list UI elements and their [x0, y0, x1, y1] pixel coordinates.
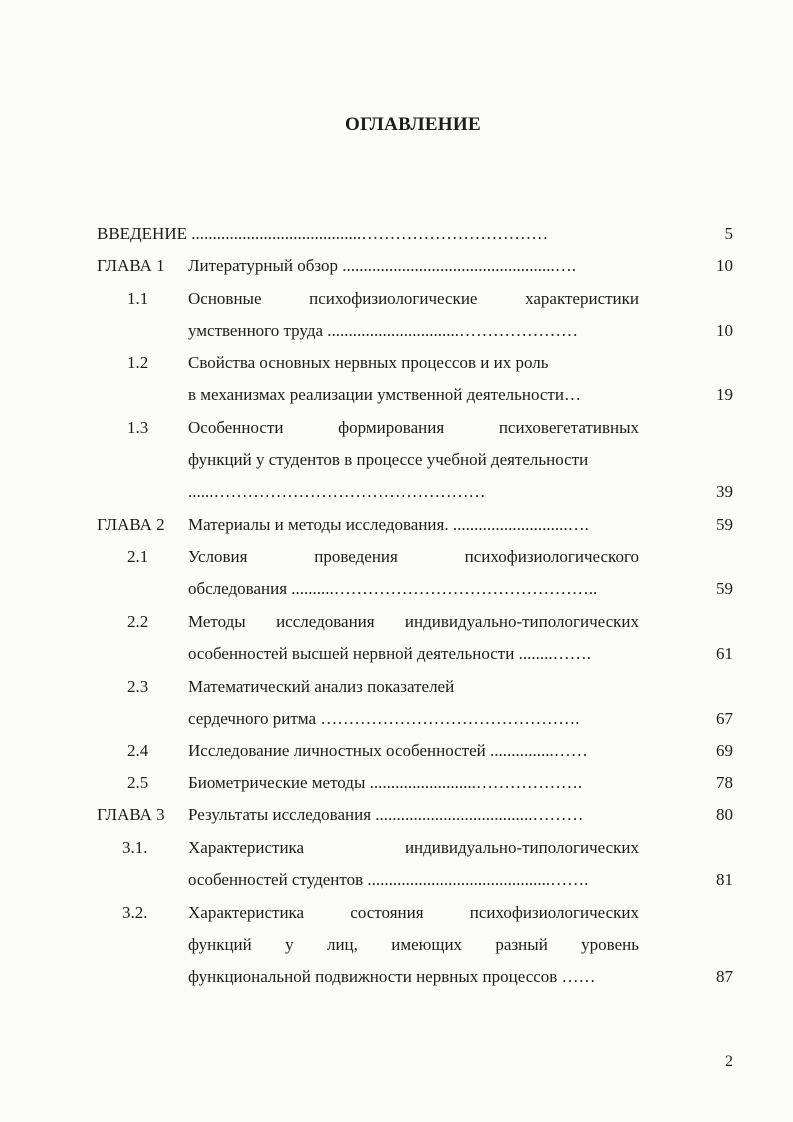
- toc-page-ch1: 10: [716, 256, 733, 275]
- page-title: ОГЛАВЛЕНИЕ: [345, 114, 481, 135]
- toc-entry-2-3-line1: Математический анализ показателей: [188, 677, 455, 696]
- toc-section-num-2-4: 2.4: [127, 741, 149, 760]
- toc-entry-3-1-line2: особенностей студентов ...........................................…….: [188, 870, 589, 889]
- toc-section-num-2-5: 2.5: [127, 773, 149, 792]
- toc-entry-ch1: Литературный обзор ..................................................….: [188, 256, 577, 275]
- toc-entry-2-2-line2: особенностей высшей нервной деятельности ........…….: [188, 644, 591, 663]
- page-number: 2: [725, 1053, 733, 1070]
- toc-entry-1-2-line2: в механизмах реализации умственной деятельности…: [188, 385, 581, 404]
- toc-entry-3-1-line1: Характеристика индивидуально-типологических: [188, 838, 639, 857]
- toc-section-num-2-2: 2.2: [127, 612, 149, 631]
- toc-page-3-1: 81: [716, 870, 733, 889]
- toc-chapter-label-3: ГЛАВА 3: [97, 805, 165, 824]
- toc-page-1-1: 10: [716, 321, 733, 340]
- toc-entry-1-3-line3: ......…………………………………………: [188, 482, 486, 501]
- toc-page-2-5: 78: [716, 773, 733, 792]
- toc-entry-1-1-line2: умственного труда ...............................…………………: [188, 321, 579, 340]
- toc-page-intro: 5: [724, 224, 733, 243]
- toc-chapter-label-1: ГЛАВА 1: [97, 256, 165, 275]
- toc-entry-3-2-line3: функциональной подвижности нервных процессов ……: [188, 967, 596, 986]
- toc-entry-1-3-line2: функций у студентов в процессе учебной деятельности: [188, 450, 589, 469]
- toc-page-2-1: 59: [716, 579, 733, 598]
- toc-page-1-3: 39: [716, 482, 733, 501]
- toc-entry-3-2-line1: Характеристика состояния психофизиологических: [188, 903, 639, 922]
- toc-section-num-3-2: 3.2.: [122, 903, 148, 922]
- toc-section-num-2-3: 2.3: [127, 677, 149, 696]
- toc-section-num-3-1: 3.1.: [122, 838, 148, 857]
- toc-section-num-1-3: 1.3: [127, 418, 149, 437]
- toc-section-num-2-1: 2.1: [127, 547, 149, 566]
- toc-section-num-1-1: 1.1: [127, 289, 149, 308]
- toc-page-2-3: 67: [716, 709, 733, 728]
- toc-entry-2-1-line1: Условия проведения психофизиологического: [188, 547, 639, 566]
- toc-entry-1-2-line1: Свойства основных нервных процессов и их роль: [188, 353, 549, 372]
- toc-page-2-2: 61: [716, 644, 733, 663]
- toc-entry-2-5: Биометрические методы .........................……………….: [188, 773, 583, 792]
- toc-entry-2-4: Исследование личностных особенностей ...............……: [188, 741, 588, 760]
- toc-entry-2-1-line2: обследования ..........………………………………………..: [188, 579, 598, 598]
- toc-page-2-4: 69: [716, 741, 733, 760]
- toc-entry-1-3-line1: Особенности формирования психовегетативных: [188, 418, 639, 437]
- toc-entry-3-2-line2: функций у лиц, имеющих разный уровень: [188, 935, 639, 954]
- toc-entry-ch3: Результаты исследования .....................................………: [188, 805, 584, 824]
- toc-entry-1-1-line1: Основные психофизиологические характеристики: [188, 289, 639, 308]
- toc-page-1-2: 19: [716, 385, 733, 404]
- toc-page-3-2: 87: [716, 967, 733, 986]
- toc-page-ch2: 59: [716, 515, 733, 534]
- toc-entry-2-3-line2: сердечного ритма ……………………………………….: [188, 709, 580, 728]
- toc-entry-ch2: Материалы и методы исследования. ...........................….: [188, 515, 589, 534]
- toc-chapter-label-2: ГЛАВА 2: [97, 515, 165, 534]
- toc-entry-2-2-line1: Методы исследования индивидуально-типологических: [188, 612, 639, 631]
- toc-entry-intro: ВВЕДЕНИЕ ........................................……………………………: [97, 224, 549, 243]
- toc-page-ch3: 80: [716, 805, 733, 824]
- toc-section-num-1-2: 1.2: [127, 353, 149, 372]
